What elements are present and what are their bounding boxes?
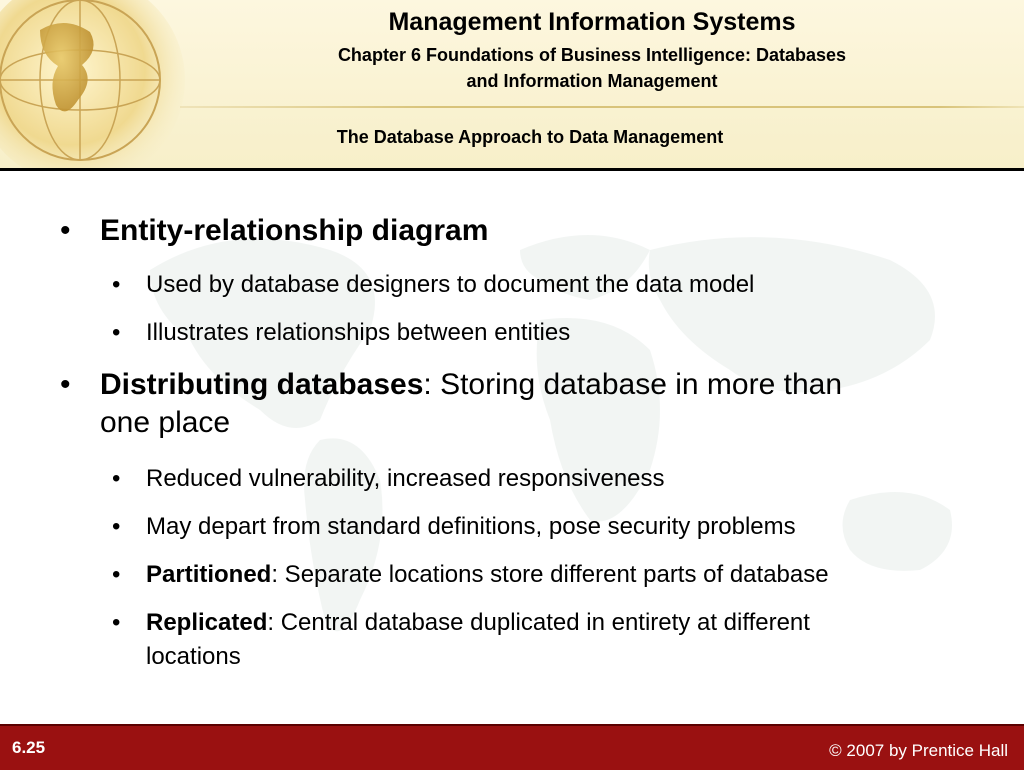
slide-footer	[0, 724, 1024, 770]
sub-bullet-may-depart	[112, 510, 972, 544]
sub-bullet-replicated	[112, 606, 972, 674]
bullet-glyph: •	[112, 513, 121, 540]
sub-bullet-text-line1: : Central database duplicated in entirety at different	[267, 609, 810, 636]
copyright-notice: © 2007 by Prentice Hall	[829, 741, 1008, 760]
section-title: The Database Approach to Data Management	[336, 127, 724, 147]
sub-bullet-text: Used by database designers to document the data model	[146, 271, 755, 298]
slide-number: 6.25	[12, 738, 46, 757]
bullet-glyph: •	[60, 214, 71, 247]
chapter-subtitle-line1: Chapter 6 Foundations of Business Intelligence: Databases	[337, 45, 847, 65]
page-title: Management Information Systems	[388, 8, 796, 36]
sub-bullet-heading: Replicated	[146, 609, 268, 636]
bullet-glyph: •	[112, 465, 121, 492]
sub-bullet-text: : Separate locations store different parts of database	[271, 561, 829, 588]
bullet-glyph: •	[112, 271, 121, 298]
sub-bullet-text: Reduced vulnerability, increased responsiveness	[146, 465, 665, 492]
bullet-glyph: •	[60, 368, 71, 401]
bullet-distributing-databases	[60, 366, 960, 446]
sub-bullet-reduced-vulnerability	[112, 462, 972, 496]
sub-bullet-illustrates-relationships	[112, 316, 972, 350]
sub-bullet-heading: Partitioned	[146, 561, 272, 588]
bullet-glyph: •	[112, 561, 121, 588]
bullet-glyph: •	[112, 609, 121, 636]
bullet-heading: Distributing databases	[100, 368, 424, 401]
bullet-text-line1: : Storing database in more than	[423, 368, 842, 401]
sub-bullet-used-by-designers	[112, 268, 972, 302]
bullet-text-line2: one place	[100, 406, 231, 439]
sub-bullet-text-line2: locations	[146, 643, 241, 670]
bullet-heading: Entity-relationship diagram	[100, 214, 489, 247]
sub-bullet-text: May depart from standard definitions, pose security problems	[146, 513, 796, 540]
sub-bullet-partitioned	[112, 558, 972, 592]
chapter-subtitle-line2: and Information Management	[466, 71, 718, 91]
sub-bullet-text: Illustrates relationships between entities	[146, 319, 571, 346]
bullet-glyph: •	[112, 319, 121, 346]
bullet-entity-relationship-diagram	[60, 212, 960, 252]
